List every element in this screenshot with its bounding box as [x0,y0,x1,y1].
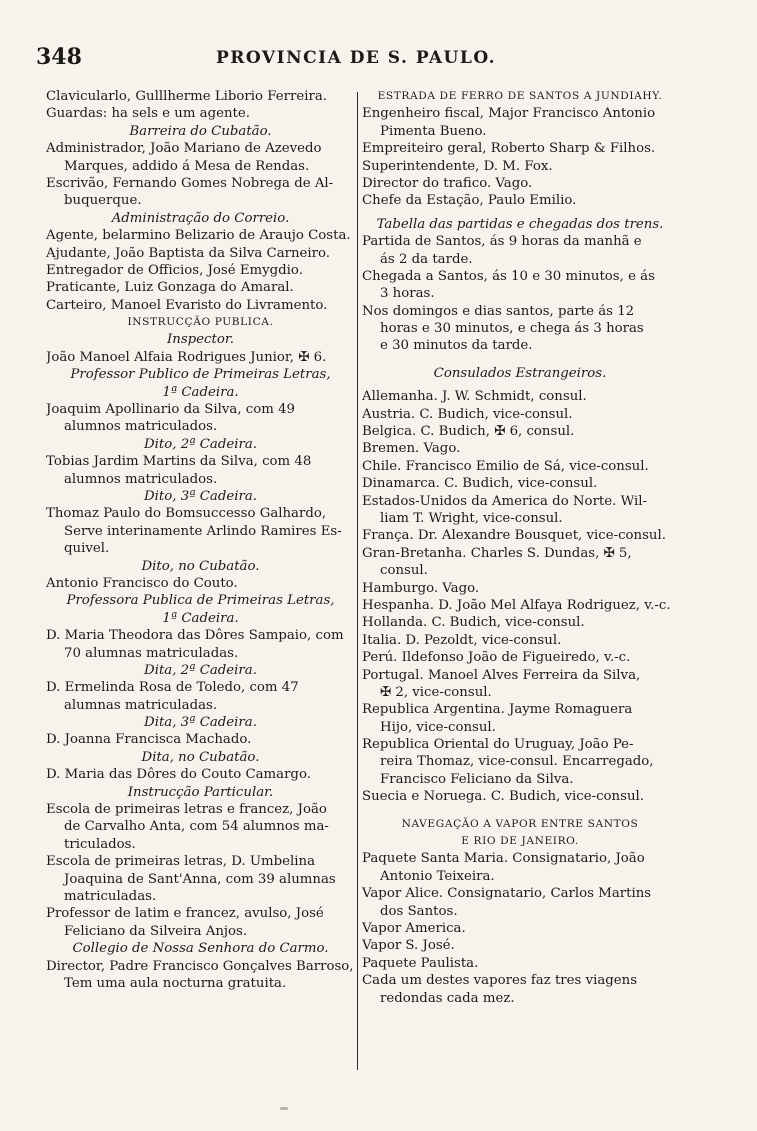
text-line: Paquete Paulista. [362,955,479,971]
section-heading: Consulados Estrangeiros. [433,365,607,381]
text-line: Pimenta Bueno. [380,123,487,139]
text-line: Hamburgo. Vago. [362,580,480,596]
text-line: Austria. C. Budich, vice-consul. [362,406,573,422]
text-line: Agente, belarmino Belizario de Araujo Costa. [46,228,351,244]
column-divider [357,92,358,1070]
subheading: Dito, 3ª Cadeira. [144,488,257,504]
text-line: Vapor S. José. [362,938,455,954]
text-line: ✠ 2, vice-consul. [380,684,492,700]
text-line: Guardas: ha sels e um agente. [46,106,250,122]
section-heading: Administração do Correio. [111,210,290,226]
text-line: Escola de primeiras letras, D. Umbelina [46,854,316,870]
text-line: Italia. D. Pezoldt, vice-consul. [362,632,562,648]
text-line: João Manoel Alfaia Rodrigues Junior, ✠ 6. [46,349,327,365]
text-line: Joaquina de Sant'Anna, com 39 alumnas [64,871,336,887]
text-line: Vapor Alice. Consignatario, Carlos Martins [362,886,652,902]
subheading: Dita, 2ª Cadeira. [144,662,257,678]
text-line: Ajudante, João Baptista da Silva Carneiro. [46,245,331,261]
text-line: Cada um destes vapores faz tres viagens [362,973,638,989]
text-line: Suecia e Noruega. C. Budich, vice-consul. [362,789,644,805]
subheading: Dita, no Cubatão. [141,749,260,765]
text-line: Belgica. C. Budich, ✠ 6, consul. [362,424,575,440]
text-line: Nos domingos e dias santos, parte ás 12 [362,303,635,319]
text-line: matriculadas. [64,888,157,904]
subheading: Professor Publico de Primeiras Letras, [70,367,331,383]
text-line: Director do trafico. Vago. [362,175,533,191]
text-line: Joaquim Apollinario da Silva, com 49 [46,402,296,418]
text-line: Praticante, Luiz Gonzaga do Amaral. [46,280,294,296]
text-line: Feliciano da Silveira Anjos. [64,923,248,939]
right-column [362,88,678,1007]
text-line: Carteiro, Manoel Evaristo do Livramento. [46,297,328,313]
text-line: Hespanha. D. João Mel Alfaya Rodriguez, v.-c. [362,597,671,613]
text-line: buquerque. [64,193,142,209]
text-line: D. Joanna Francisca Machado. [46,732,252,748]
text-line: ás 2 da tarde. [380,251,473,267]
left-column [46,88,355,992]
text-line: Allemanha. J. W. Schmidt, consul. [362,389,587,405]
text-line: Hijo, vice-consul. [380,719,496,735]
text-line: D. Ermelinda Rosa de Toledo, com 47 [46,680,299,696]
text-line: Marques, addido á Mesa de Rendas. [64,158,310,174]
text-line: Republica Oriental do Uruguay, João Pe- [362,737,634,753]
text-line: Escrivão, Fernando Gomes Nobrega de Al- [46,175,334,191]
text-line: Estados-Unidos da America do Norte. Wil- [362,493,648,509]
text-line: Chefe da Estação, Paulo Emilio. [362,193,577,209]
text-line: França. Dr. Alexandre Bousquet, vice-consul. [362,528,666,544]
text-line: alumnas matriculadas. [64,697,218,713]
section-heading: Tabella das partidas e chegadas dos trens. [376,216,664,232]
subheading: Instrucção Particular. [127,784,274,800]
section-heading: NAVEGAÇÃO A VAPOR ENTRE SANTOS [401,817,639,830]
subheading: Dita, 3ª Cadeira. [144,715,257,731]
text-line: Francisco Feliciano da Silva. [380,771,574,787]
text-line: 3 horas. [380,286,435,302]
text-line: D. Maria Theodora das Dôres Sampaio, com [46,628,344,644]
text-line: Superintendente, D. M. Fox. [362,158,553,174]
text-line: e 30 minutos da tarde. [380,338,533,354]
text-line: Hollanda. C. Budich, vice-consul. [362,615,585,631]
text-line: reira Thomaz, vice-consul. Encarregado, [380,754,654,770]
text-line: alumnos matriculados. [64,419,218,435]
text-line: Partida de Santos, ás 9 horas da manhã e [362,234,642,250]
spacer [362,806,678,816]
text-line: Antonio Francisco do Couto. [46,575,238,591]
spacer [362,355,678,365]
ink-smudge [280,1107,288,1110]
text-line: liam T. Wright, vice-consul. [380,510,563,526]
subheading: 1ª Cadeira. [162,610,239,626]
section-heading: E RIO DE JANEIRO. [461,835,579,848]
text-line: D. Maria das Dôres do Couto Camargo. [46,767,311,783]
text-line: consul. [380,563,428,579]
section-heading: ESTRADA DE FERRO DE SANTOS A JUNDIAHY. [377,90,663,102]
text-line: Antonio Teixeira. [380,868,495,884]
text-line: Portugal. Manoel Alves Ferreira da Silva, [362,667,641,683]
page-header [36,44,686,74]
text-line: Escola de primeiras letras e francez, João [46,802,327,818]
text-line: Professor de latim e francez, avulso, José [46,906,324,922]
text-line: Tem uma aula nocturna gratuita. [64,975,287,991]
text-line: Clavicularlo, Gulllherme Liborio Ferreira. [46,89,327,104]
text-line: Chegada a Santos, ás 10 e 30 minutos, e ás [362,268,655,284]
text-line: Thomaz Paulo do Bomsuccesso Galhardo, [46,506,327,522]
text-line: Bremen. Vago. [362,441,461,457]
subheading: 1ª Cadeira. [162,384,239,400]
text-line: 70 alumnas matriculadas. [64,645,239,661]
text-line: Vapor America. [362,920,466,936]
text-line: Director, Padre Francisco Gonçalves Barroso, [46,958,354,974]
text-line: Engenheiro fiscal, Major Francisco Antonio [362,106,656,122]
subheading: Dito, 2ª Cadeira. [144,436,257,452]
text-line: Entregador de Officios, José Emygdio. [46,262,303,278]
subheading: Professora Publica de Primeiras Letras, [66,593,335,609]
text-line: Paquete Santa Maria. Consignatario, João [362,851,645,867]
section-heading: INSTRUCÇÃO PUBLICA. [127,316,274,329]
section-heading: Barreira do Cubatão. [129,123,272,139]
text-line: de Carvalho Anta, com 54 alumnos ma- [64,819,329,835]
text-line: quivel. [64,541,110,557]
subheading: Inspector. [167,332,234,348]
page-title: PROVINCIA DE S. PAULO. [216,48,497,68]
subheading: Dito, no Cubatão. [141,558,260,574]
text-line: horas e 30 minutos, e chega ás 3 horas [380,321,644,337]
text-line: dos Santos. [380,903,458,919]
text-line: Chile. Francisco Emilio de Sá, vice-consul. [362,458,649,474]
text-line: Tobias Jardim Martins da Silva, com 48 [46,454,312,470]
text-line: Administrador, João Mariano de Azevedo [46,141,322,157]
subheading: Collegio de Nossa Senhora do Carmo. [72,941,329,957]
page-number: 348 [36,44,82,70]
text-line: Perú. Ildefonso João de Figueiredo, v.-c. [362,650,631,666]
text-line: Gran-Bretanha. Charles S. Dundas, ✠ 5, [362,545,632,561]
text-line: Dinamarca. C. Budich, vice-consul. [362,476,598,492]
text-line: Empreiteiro geral, Roberto Sharp & Filhos. [362,141,656,157]
text-line: redondas cada mez. [380,990,515,1006]
text-line: alumnos matriculados. [64,471,218,487]
text-line: Republica Argentina. Jayme Romaguera [362,702,633,718]
text-line: Serve interinamente Arlindo Ramires Es- [64,523,342,539]
text-line: triculados. [64,836,136,852]
